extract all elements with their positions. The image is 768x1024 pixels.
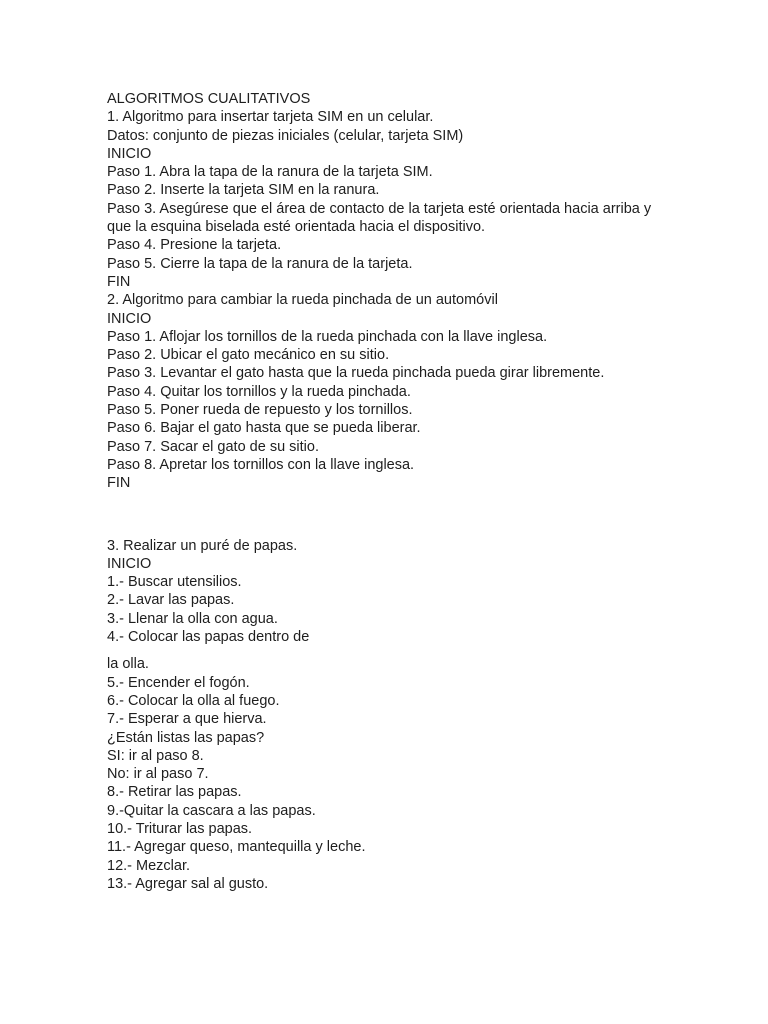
section3-inicio: INICIO xyxy=(107,555,152,572)
section2-step: Paso 7. Sacar el gato de su sitio. xyxy=(107,438,319,455)
section3-step: 8.- Retirar las papas. xyxy=(107,784,242,801)
section3-step: 3.- Llenar la olla con agua. xyxy=(107,610,278,627)
section3-step: la olla. xyxy=(107,656,149,673)
section2-step: Paso 1. Aflojar los tornillos de la rueda pinchada con la llave inglesa. xyxy=(107,328,548,345)
section1-step: Paso 2. Inserte la tarjeta SIM en la ranura. xyxy=(107,182,380,199)
section3-step: 1.- Buscar utensilios. xyxy=(107,574,242,591)
section1-step: Paso 3. Asegúrese que el área de contacto de la tarjeta esté orientada hacia arriba y xyxy=(107,200,652,217)
section1-step: Paso 5. Cierre la tapa de la ranura de la tarjeta. xyxy=(107,255,413,272)
section2-step: Paso 5. Poner rueda de repuesto y los tornillos. xyxy=(107,402,413,419)
section3-step: 10.- Triturar las papas. xyxy=(107,820,253,837)
section1-inicio: INICIO xyxy=(107,145,152,162)
section3-step: 7.- Esperar a que hierva. xyxy=(107,711,267,728)
document-body xyxy=(107,90,727,893)
section3-step: 13.- Agregar sal al gusto. xyxy=(107,875,269,892)
section3-step: 9.-Quitar la cascara a las papas. xyxy=(107,802,316,819)
section3-branch-yes: SI: ir al paso 8. xyxy=(107,747,204,764)
section3-branch-no: No: ir al paso 7. xyxy=(107,766,209,783)
section3-step: 2.- Lavar las papas. xyxy=(107,592,235,609)
section2-step: Paso 8. Apretar los tornillos con la llave inglesa. xyxy=(107,456,415,473)
section2-step: Paso 4. Quitar los tornillos y la rueda pinchada. xyxy=(107,383,411,400)
section3-step: 12.- Mezclar. xyxy=(107,857,190,874)
document-title: ALGORITMOS CUALITATIVOS xyxy=(107,91,311,107)
section2-heading: 2. Algoritmo para cambiar la rueda pinchada de un automóvil xyxy=(107,292,498,309)
section3-heading: 3. Realizar un puré de papas. xyxy=(107,537,298,554)
section3-question: ¿Están listas las papas? xyxy=(107,729,265,746)
section1-step: Paso 1. Abra la tapa de la ranura de la tarjeta SIM. xyxy=(107,164,433,181)
section3-step: 5.- Encender el fogón. xyxy=(107,674,250,691)
section1-datos: Datos: conjunto de piezas iniciales (celular, tarjeta SIM) xyxy=(107,127,464,144)
section3-step: 4.- Colocar las papas dentro de xyxy=(107,629,310,646)
section2-step: Paso 2. Ubicar el gato mecánico en su sitio. xyxy=(107,347,390,364)
section-spacer xyxy=(107,493,727,537)
section1-step: Paso 4. Presione la tarjeta. xyxy=(107,237,282,254)
section2-step: Paso 6. Bajar el gato hasta que se pueda liberar. xyxy=(107,420,421,437)
section3-step: 11.- Agregar queso, mantequilla y leche. xyxy=(107,839,366,856)
section1-fin: FIN xyxy=(107,273,131,290)
section2-step: Paso 3. Levantar el gato hasta que la rueda pinchada pueda girar libremente. xyxy=(107,365,605,382)
section2-fin: FIN xyxy=(107,475,131,492)
section2-inicio: INICIO xyxy=(107,310,152,327)
section3-step: 6.- Colocar la olla al fuego. xyxy=(107,692,280,709)
section1-heading: 1. Algoritmo para insertar tarjeta SIM en un celular. xyxy=(107,109,434,126)
line-break-spacer xyxy=(107,646,727,655)
section1-step: que la esquina biselada esté orientada hacia el dispositivo. xyxy=(107,219,486,236)
